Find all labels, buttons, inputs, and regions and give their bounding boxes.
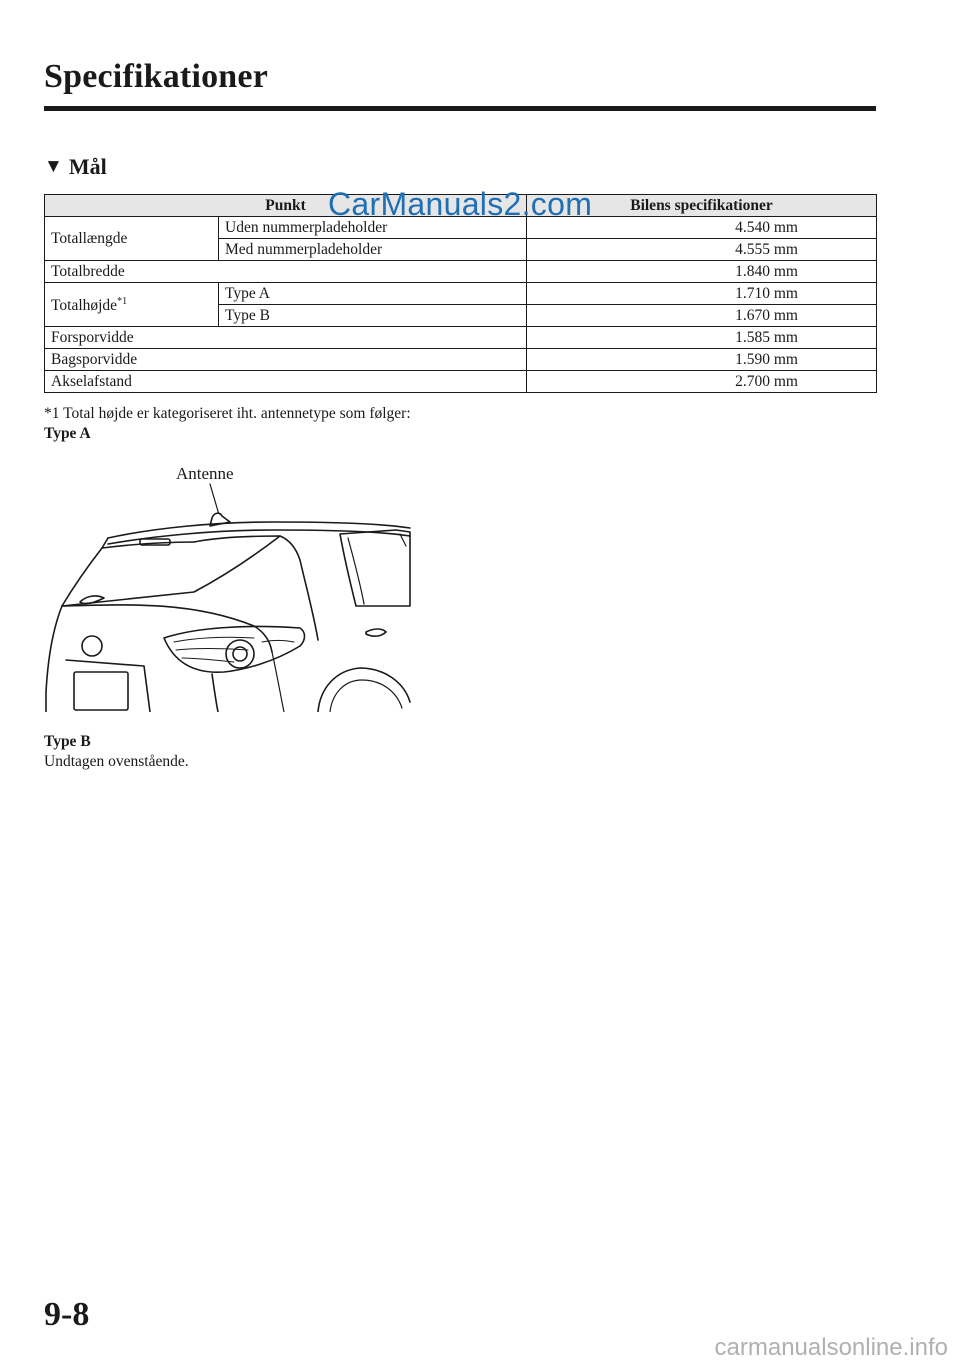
row-sublabel: Type A [219, 283, 527, 305]
antenna-callout: Antenne [176, 464, 234, 483]
row-value: 4.555 mm [527, 239, 877, 261]
row-label: Forsporvidde [45, 327, 527, 349]
row-value: 1.840 mm [527, 261, 877, 283]
row-sublabel: Uden nummerpladeholder [219, 217, 527, 239]
row-value: 4.540 mm [527, 217, 877, 239]
type-a-label: Type A [44, 425, 91, 442]
row-label: Akselafstand [45, 371, 527, 393]
footnote [44, 404, 411, 444]
table-row [45, 349, 877, 371]
row-label: Totallængde [45, 217, 219, 261]
row-sublabel: Type B [219, 305, 527, 327]
row-value: 1.585 mm [527, 327, 877, 349]
table-row [45, 261, 877, 283]
header-item: Punkt [45, 195, 527, 217]
table-row [45, 371, 877, 393]
row-label: Bagsporvidde [45, 349, 527, 371]
footer-site-link[interactable]: carmanualsonline.info [714, 1334, 948, 1361]
row-sublabel: Med nummerpladeholder [219, 239, 527, 261]
header-spec: Bilens specifikationer [527, 195, 877, 217]
row-label-text: Totalhøjde [51, 297, 118, 315]
watermark-link[interactable]: CarManuals2.com [328, 186, 593, 222]
car-rear-illustration [44, 456, 412, 712]
row-label [45, 283, 219, 327]
type-b-note [44, 732, 189, 772]
footnote-ref: *1 [117, 296, 128, 308]
row-value: 1.590 mm [527, 349, 877, 371]
table-row [45, 327, 877, 349]
table-row [45, 283, 877, 305]
row-value: 1.670 mm [527, 305, 877, 327]
type-b-text: Undtagen ovenstående. [44, 753, 189, 770]
section-heading-text: Mål [68, 154, 107, 179]
row-value: 2.700 mm [527, 371, 877, 393]
footnote-text: *1 Total højde er kategoriseret iht. antennetype som følger: [44, 405, 411, 422]
chapter-divider [44, 106, 876, 111]
row-value: 1.710 mm [527, 283, 877, 305]
chapter-title: Specifikationer [44, 58, 268, 95]
dimensions-table [44, 194, 877, 393]
triangle-marker-icon: ▼ [44, 156, 63, 177]
type-b-label: Type B [44, 733, 91, 750]
row-label: Totalbredde [45, 261, 527, 283]
page-number: 9-8 [44, 1296, 90, 1333]
section-heading [44, 154, 107, 180]
